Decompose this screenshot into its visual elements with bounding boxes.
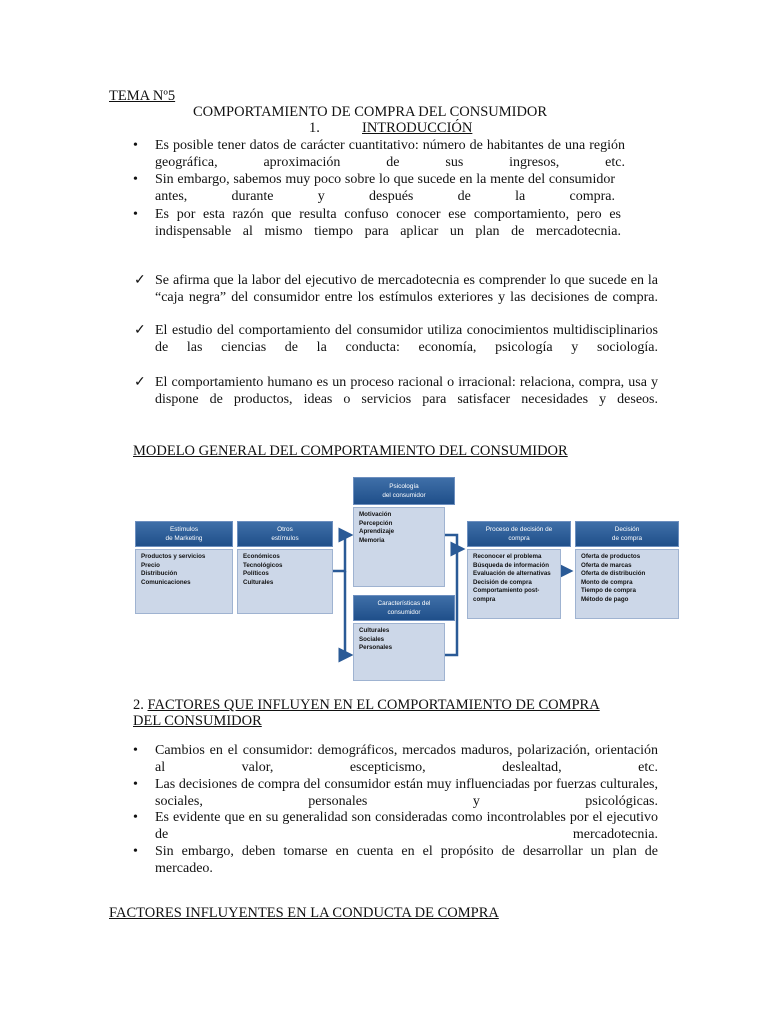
list-item: Oferta de marcas [581,561,632,569]
check-item-1: Se afirma que la labor del ejecutivo de mercadotecnia es comprender lo que sucede en la “caja negra” del consumidor entre los estímulos exteriores y las decisiones de compra. [155,273,658,305]
estimulos-box [135,549,233,614]
list-item: Comunicaciones [141,578,191,586]
section2-title-line2: DEL CONSUMIDOR [133,713,262,729]
psicologia-box [353,507,445,587]
list-item: Evaluación de alternativas [473,570,551,578]
checkmark-icon: ✓ [134,323,146,338]
bullet-icon: • [133,138,138,153]
decision-title-2: de compra [611,535,643,542]
estimulos-title-1: Estímulos [169,526,199,533]
list-item: Método de pago [581,595,629,603]
checkmark-icon: ✓ [134,273,146,288]
section2-bullet-3: Es evidente que en su generalidad son consideradas como incontrolables por el ejecutivo de mercadotecnia. [155,810,658,842]
list-item: Tiempo de compra [581,587,636,595]
psicologia-title-2: del consumidor [382,492,426,499]
bullet-icon: • [133,777,138,792]
bullet-icon: • [133,810,138,825]
bullet-icon: • [133,743,138,758]
list-item: Políticos [243,570,269,578]
section1-title: INTRODUCCIÓN [362,120,473,136]
otros-box [237,549,333,614]
list-item: Sociales [359,635,385,643]
psicologia-title-1: Psicología [389,483,419,490]
intro-bullet-1: Es posible tener datos de carácter cuantitativo: número de habitantes de una región geográfica, aproximación de sus ingresos, etc. [155,138,625,170]
proceso-box [467,549,561,619]
psicologia-header [353,477,455,505]
list-item: Monto de compra [581,578,633,586]
model-title: MODELO GENERAL DEL COMPORTAMIENTO DEL CONSUMIDOR [133,443,568,459]
list-item: Oferta de distribución [581,570,646,578]
check-item-2: El estudio del comportamiento del consumidor utiliza conocimientos multidisciplinarios de las ciencias de la conducta: economía, psicología y sociología. [155,323,658,355]
tema-label: TEMA Nº5 [109,88,176,104]
otros-title-2: estímulos [271,535,299,542]
checkmark-icon: ✓ [134,375,146,390]
list-item: Percepción [359,519,393,527]
document-title: COMPORTAMIENTO DE COMPRA DEL CONSUMIDOR [193,104,548,120]
list-item: Búsqueda de información [473,561,549,569]
caracteristicas-header [353,595,455,621]
estimulos-header [135,521,233,547]
bullet-icon: • [133,207,138,222]
list-item: Decisión de compra [473,578,532,586]
section1-number: 1. [309,120,320,136]
list-item: Comportamiento post- [473,587,540,595]
proceso-title-1: Proceso de decisión de [485,526,553,533]
decision-title-1: Decisión [614,526,640,533]
proceso-title-2: compra [508,535,530,542]
bullet-icon: • [133,172,138,187]
list-item: Motivación [359,511,392,518]
list-item: Culturales [243,578,274,586]
intro-bullet-3: Es por esta razón que resulta confuso conocer ese comportamiento, pero es indispensable al mismo tiempo para aplicar un plan de mercadotecnia. [155,207,621,239]
decision-box [575,549,679,619]
list-item: Tecnológicos [243,561,283,569]
list-item: Oferta de productos [581,553,641,560]
section2-title [133,697,600,714]
factores-title: FACTORES INFLUYENTES EN LA CONDUCTA DE COMPRA [109,905,499,921]
list-item: Precio [141,561,160,569]
otros-title-1: Otros [277,526,293,533]
list-item: Económicos [243,553,280,560]
list-item: Productos y servicios [141,553,206,560]
intro-bullet-2: Sin embargo, sabemos muy poco sobre lo que sucede en la mente del consumidor antes, durante y después de la compra. [155,172,615,204]
list-item: Personales [359,644,393,652]
list-item: Memoria [359,536,385,544]
section2-title-line1: FACTORES QUE INFLUYEN EN EL COMPORTAMIENTO DE COMPRA [147,697,600,713]
caracteristicas-title-2: consumidor [387,609,421,616]
check-item-3: El comportamiento humano es un proceso racional o irracional: relaciona, compra, usa y dispone de productos, ideas o servicios para satisfacer necesidades y deseos. [155,375,658,407]
list-item: compra [473,595,496,603]
list-item: Reconocer el problema [473,553,542,560]
caracteristicas-box [353,623,445,681]
otros-header [237,521,333,547]
list-item: Distribución [141,570,178,578]
estimulos-title-2: de Marketing [165,535,203,542]
bullet-icon: • [133,844,138,859]
section2-bullet-1: Cambios en el consumidor: demográficos, mercados maduros, polarización, orientación al valor, escepticismo, deslealtad, etc. [155,743,658,775]
list-item: Aprendizaje [359,528,395,536]
consumer-behavior-diagram [133,473,681,681]
list-item: Culturales [359,627,390,634]
section2-bullet-4: Sin embargo, deben tomarse en cuenta en el propósito de desarrollar un plan de mercadeo. [155,844,658,876]
section2-bullet-2: Las decisiones de compra del consumidor están muy influenciadas por fuerzas culturales, sociales, personales y psicológicas. [155,777,658,809]
decision-header [575,521,679,547]
section2-number: 2. [133,697,144,713]
proceso-header [467,521,571,547]
caracteristicas-title-1: Características del [377,600,431,607]
